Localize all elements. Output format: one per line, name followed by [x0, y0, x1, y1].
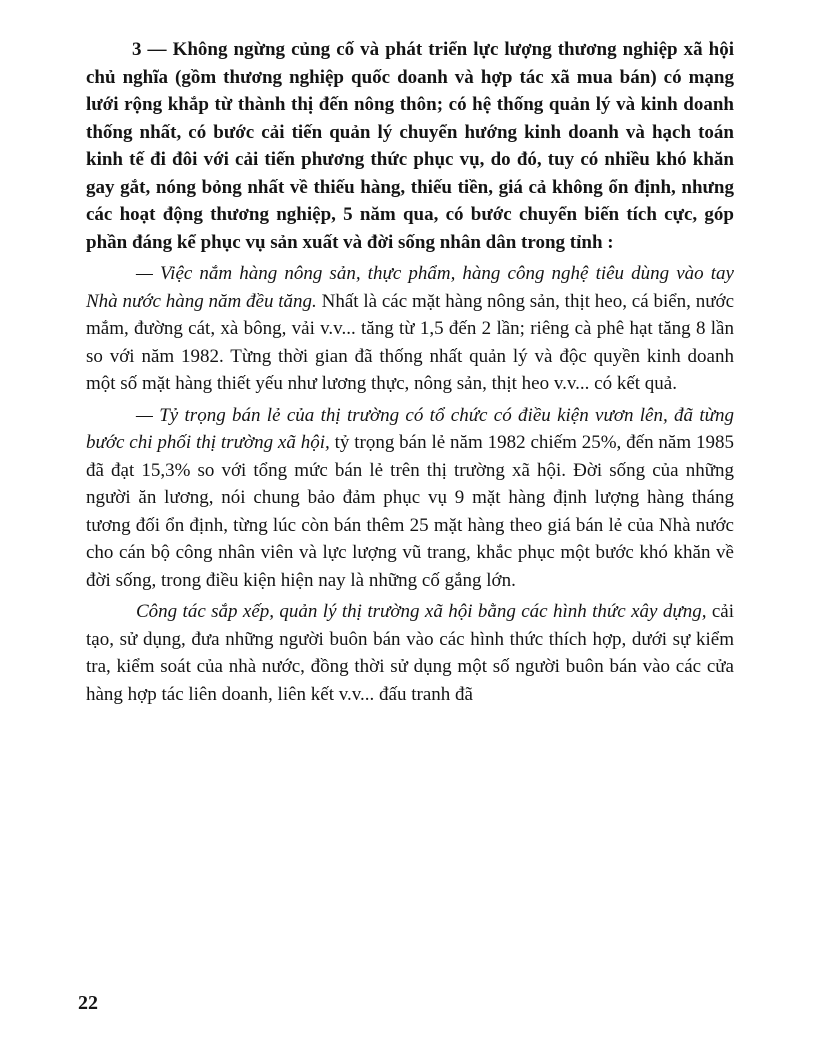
paragraph-3: [86, 402, 734, 595]
page-number: 22: [78, 992, 98, 1014]
paragraph-1-text: 3 — Không ngừng củng cố và phát triển lực lượng thương nghiệp xã hội chủ nghĩa (gồm thương nghiệp quốc doanh và hợp tác xã mua bán) có mạng lưới rộng khắp từ thành thị đến nông thôn; có hệ thống quản lý và kinh doanh thống nhất, có bước cải tiến quản lý chuyển hướng kinh doanh và hạch toán kinh tế đi đôi với cải tiến phương thức phục vụ, do đó, tuy có nhiều khó khăn gay gắt, nóng bỏng nhất về thiếu hàng, thiếu tiền, giá cả không ổn định, nhưng các hoạt động thương nghiệp, 5 năm qua, có bước chuyển biến tích cực, góp phần đáng kể phục vụ sản xuất và đời sống nhân dân trong tỉnh :: [86, 39, 734, 253]
paragraph-2-italic: — Việc nắm hàng nông sản, thực phẩm, hàng công nghệ tiêu dùng vào tay Nhà nước hàng năm đều tăng.: [86, 263, 734, 312]
paragraph-4: [86, 598, 734, 708]
paragraph-2-text: Nhất là các mặt hàng nông sản, thịt heo, cá biển, nước mắm, đường cát, xà bông, vải v.v... tăng từ 1,5 đến 2 lần; riêng cà phê hạt tăng 8 lần so với năm 1982. Từng thời gian đã thống nhất quản lý và độc quyền kinh doanh một số mặt hàng thiết yếu như lương thực, nông sản, thịt heo v.v... có kết quả.: [86, 290, 735, 394]
paragraph-1: [86, 36, 734, 256]
paragraph-3-text: tỷ trọng bán lẻ năm 1982 chiếm 25%, đến năm 1985 đã đạt 15,3% so với tổng mức bán lẻ trên thị trường xã hội. Đời sống của những người ăn lương, nói chung bảo đảm phục vụ 9 mặt hàng định lượng hàng tháng tương đối ổn định, từng lúc còn bán thêm 25 mặt hàng theo giá bán lẻ của Nhà nước cho cán bộ công nhân viên và lực lượng vũ trang, khắc phục một bước khó khăn về đời sống, trong điều kiện hiện nay là những cố gắng lớn.: [86, 432, 734, 591]
paragraph-4-italic: Công tác sắp xếp, quản lý thị trường xã hội bằng các hình thức xây dựng,: [136, 601, 707, 622]
paragraph-3-italic: — Tỷ trọng bán lẻ của thị trường có tổ chức có điều kiện vươn lên, đã từng bước chi phối thị trường xã hội,: [86, 404, 734, 453]
paragraph-2: [86, 260, 734, 398]
paragraph-4-text: cải tạo, sử dụng, đưa những người buôn bán vào các hình thức thích hợp, dưới sự kiểm tra, kiểm soát của nhà nước, đồng thời sử dụng một số người buôn bán vào các cửa hàng hợp tác liên doanh, liên kết v.v... đấu tranh đã: [86, 601, 734, 705]
page-body: [86, 36, 734, 708]
